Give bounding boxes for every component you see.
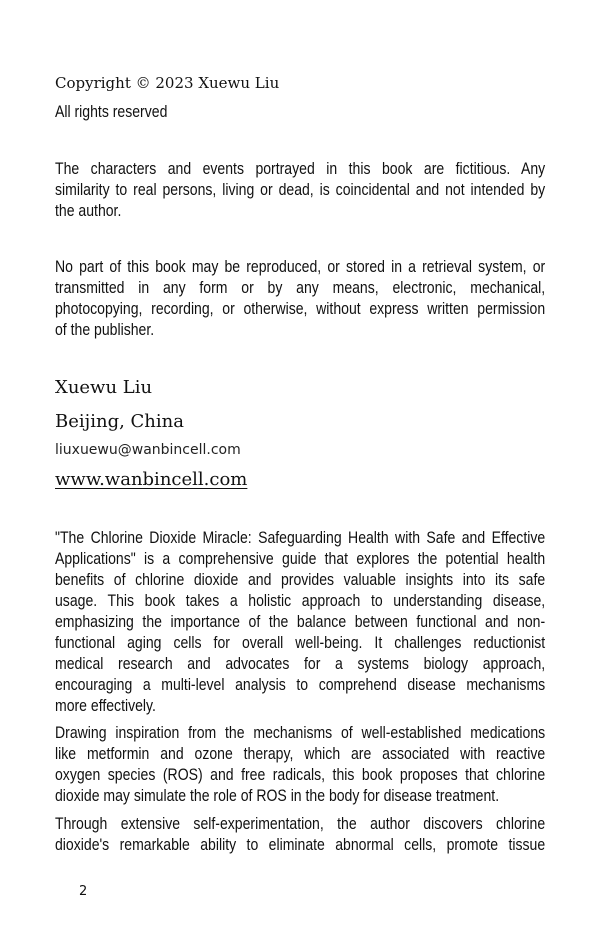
text-line: the author. — [55, 202, 122, 220]
author-website-link[interactable]: www.wanbincell.com — [55, 469, 248, 490]
fiction-disclaimer — [55, 159, 545, 222]
experimentation-paragraph — [55, 814, 545, 856]
text-line: of the publisher. — [55, 321, 155, 339]
text-line: medical research and advocates for a systems biology approach, — [55, 655, 546, 673]
text-line: similarity to real persons, living or dead, is coincidental and not intended by — [55, 181, 546, 199]
text-line: Through extensive self-experimentation, the author discovers chlorine — [55, 815, 546, 833]
author-location: Beijing, China — [55, 411, 184, 432]
text-line: Applications" is a comprehensive guide that explores the potential health — [55, 550, 546, 568]
copyright-notice: Copyright © 2023 Xuewu Liu — [55, 74, 280, 92]
text-line: more effectively. — [55, 697, 156, 715]
page-number: 2 — [79, 884, 88, 899]
text-line: emphasizing the importance of the balance between functional and non- — [55, 613, 546, 631]
text-line: "The Chlorine Dioxide Miracle: Safeguarding Health with Safe and Effective — [55, 529, 546, 547]
text-line: like metformin and ozone therapy, which are associated with reactive — [55, 745, 546, 763]
author-name: Xuewu Liu — [55, 377, 153, 398]
inspiration-paragraph — [55, 723, 545, 807]
text-line: transmitted in any form or by any means, electronic, mechanical, — [55, 279, 546, 297]
text-line: dioxide's remarkable ability to eliminate abnormal cells, promote tissue — [55, 836, 546, 854]
text-line: The characters and events portrayed in this book are fictitious. Any — [55, 160, 546, 178]
author-email[interactable]: liuxuewu@wanbincell.com — [55, 442, 241, 458]
text-line: benefits of chlorine dioxide and provides valuable insights into its safe — [55, 571, 546, 589]
text-line: dioxide may simulate the role of ROS in the body for disease treatment. — [55, 787, 500, 805]
text-line: oxygen species (ROS) and free radicals, this book proposes that chlorine — [55, 766, 546, 784]
text-line: encouraging a multi-level analysis to comprehend disease mechanisms — [55, 676, 546, 694]
text-line: No part of this book may be reproduced, or stored in a retrieval system, or — [55, 258, 546, 276]
text-line: photocopying, recording, or otherwise, without express written permission — [55, 300, 546, 318]
reproduction-notice — [55, 257, 545, 341]
text-line: usage. This book takes a holistic approach to understanding disease, — [55, 592, 546, 610]
text-line: Drawing inspiration from the mechanisms of well-established medications — [55, 724, 546, 742]
rights-text: All rights reserved — [55, 103, 168, 121]
rights-notice — [55, 102, 545, 123]
book-description — [55, 528, 545, 717]
text-line: functional aging cells for overall well-being. It challenges reductionist — [55, 634, 546, 652]
